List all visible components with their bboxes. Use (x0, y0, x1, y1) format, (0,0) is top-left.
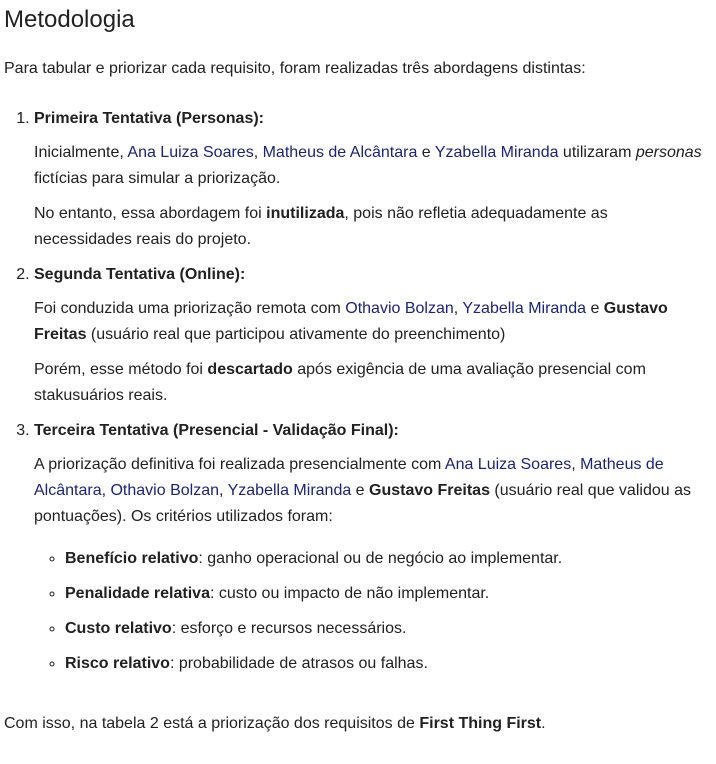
criterion-item: ◦ Penalidade relativa: custo ou impacto de não implementar. (65, 581, 704, 607)
attempt-1-title: Primeira Tentativa (Personas): (34, 110, 265, 127)
attempt-3-title: Terceira Tentativa (Presencial - Validação Final): (34, 422, 399, 439)
person-link-ana[interactable]: Ana Luiza Soares (127, 144, 254, 161)
attempt-2-title: Segunda Tentativa (Online): (34, 266, 246, 283)
attempt-2 (34, 262, 704, 409)
person-link-othavio[interactable]: Othavio Bolzan (345, 300, 454, 317)
criterion-item: ◦ Risco relativo: probabilidade de atrasos ou falhas. (65, 651, 704, 677)
person-link-othavio[interactable]: Othavio Bolzan (110, 482, 219, 499)
criteria-list (34, 546, 704, 677)
criterion-item: ◦ Benefício relativo: ganho operacional ou de negócio ao implementar. (65, 546, 704, 572)
intro-paragraph: Para tabular e priorizar cada requisito, foram realizadas três abordagens distintas: (4, 60, 586, 77)
person-link-ana[interactable]: Ana Luiza Soares (444, 456, 572, 473)
attempt-3-paragraph-1: A priorização definitiva foi realizada presencialmente com Ana Luiza Soares, Matheus de Alcântara, Othavio Bolzan, Yzabella Miranda e Gustavo Freitas (usuário real que validou as pontuações). Os critérios utilizados foram: (34, 456, 691, 525)
attempt-2-paragraph-1: Foi conduzida uma priorização remota com Othavio Bolzan, Yzabella Miranda e Gustavo Freitas (usuário real que participou ativamente do preenchimento) (34, 300, 668, 343)
attempt-1 (34, 106, 704, 253)
attempt-1-paragraph-1: Inicialmente, Ana Luiza Soares, Matheus de Alcântara e Yzabella Miranda utilizaram personas fictícias para simular a priorização. (34, 144, 702, 187)
person-link-yzabella[interactable]: Yzabella Miranda (434, 144, 559, 161)
person-gustavo: Gustavo Freitas (369, 482, 490, 499)
page-title: Metodologia (4, 6, 135, 33)
person-link-yzabella[interactable]: Yzabella Miranda (227, 482, 352, 499)
person-link-matheus[interactable]: Matheus de Alcântara (262, 144, 418, 161)
person-link-matheus[interactable]: Matheus de Alcântara (34, 456, 664, 499)
closing-paragraph: Com isso, na tabela 2 está a priorização dos requisitos de First Thing First. (4, 715, 546, 732)
attempt-3 (34, 418, 704, 677)
person-gustavo: Gustavo Freitas (34, 300, 668, 343)
attempt-2-paragraph-2: Porém, esse método foi descartado após exigência de uma avaliação presencial com stakusuários reais. (34, 361, 646, 404)
attempt-1-paragraph-2: No entanto, essa abordagem foi inutilizada, pois não refletia adequadamente as necessidades reais do projeto. (34, 205, 608, 248)
attempts-list (4, 106, 704, 677)
person-link-yzabella[interactable]: Yzabella Miranda (462, 300, 586, 317)
criterion-item: ◦ Custo relativo: esforço e recursos necessários. (65, 616, 704, 642)
document (0, 4, 704, 737)
